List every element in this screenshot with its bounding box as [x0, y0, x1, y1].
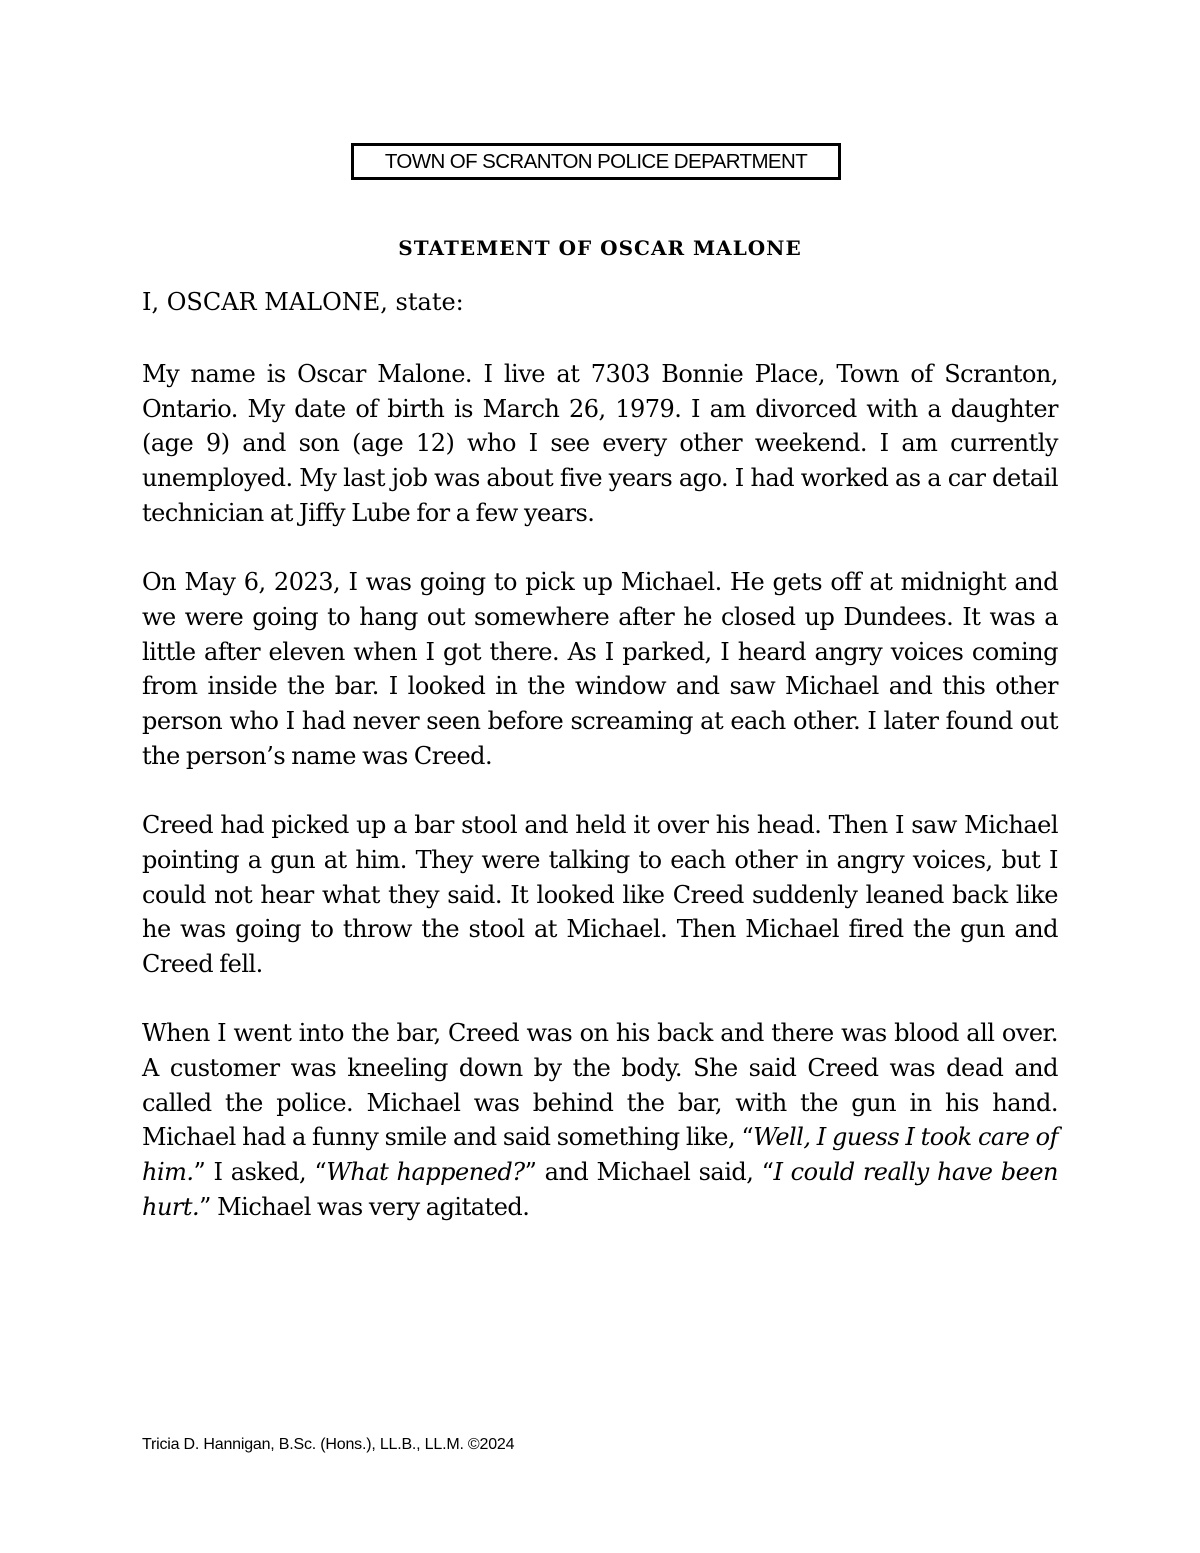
aftermath-text-3: ” and Michael said, “ — [524, 1158, 774, 1187]
statement-body — [142, 357, 1058, 1259]
quote-took-care: Well, I guess I took care of him. — [142, 1123, 1058, 1187]
aftermath-text-1: When I went into the bar, Creed was on his back and there was blood all over. A customer was kneeling down by the body. She said Creed was dead and called the police. Michael was behind the bar, with the gun in his hand. Michael had a funny smile and said something like, “ — [142, 1019, 1058, 1152]
footer-credit: Tricia D. Hannigan, B.Sc. (Hons.), LL.B., LL.M. ©2024 — [142, 1436, 515, 1453]
quote-what-happened: What happened? — [326, 1158, 525, 1187]
aftermath-text-4: ” Michael was very agitated. — [199, 1192, 530, 1221]
statement-opener: I, OSCAR MALONE, state: — [142, 288, 464, 316]
paragraph-shooting: Creed had picked up a bar stool and held it over his head. Then I saw Michael pointing a gun at him. They were talking to each other in angry voices, but I could not hear what they said. It looked like Creed suddenly leaned back like he was going to throw the stool at Michael. Then Michael fired the gun and Creed fell. — [142, 811, 1058, 978]
statement-title: STATEMENT OF OSCAR MALONE — [398, 236, 802, 260]
department-header-box — [351, 143, 841, 180]
paragraph-personal-info: My name is Oscar Malone. I live at 7303 Bonnie Place, Town of Scranton, Ontario. My date of birth is March 26, 1979. I am divorced with a daughter (age 9) and son (age 12) who I see every other weekend. I am currently unemployed. My last job was about five years ago. I had worked as a car detail technician at Jiffy Lube for a few years. — [142, 360, 1058, 527]
quote-could-be-hurt: I could really have been hurt. — [142, 1158, 1058, 1221]
aftermath-text-2: ” I asked, “ — [193, 1158, 327, 1187]
department-name: TOWN OF SCRANTON POLICE DEPARTMENT — [384, 149, 808, 173]
paragraph-arrival: On May 6, 2023, I was going to pick up Michael. He gets off at midnight and we were going to hang out somewhere after he closed up Dundees. It was a little after eleven when I got there. As I parked, I heard angry voices coming from inside the bar. I looked in the window and saw Michael and this other person who I had never seen before screaming at each other. I later found out the person’s name was Creed. — [142, 568, 1058, 770]
paragraph-aftermath — [142, 1016, 1058, 1224]
